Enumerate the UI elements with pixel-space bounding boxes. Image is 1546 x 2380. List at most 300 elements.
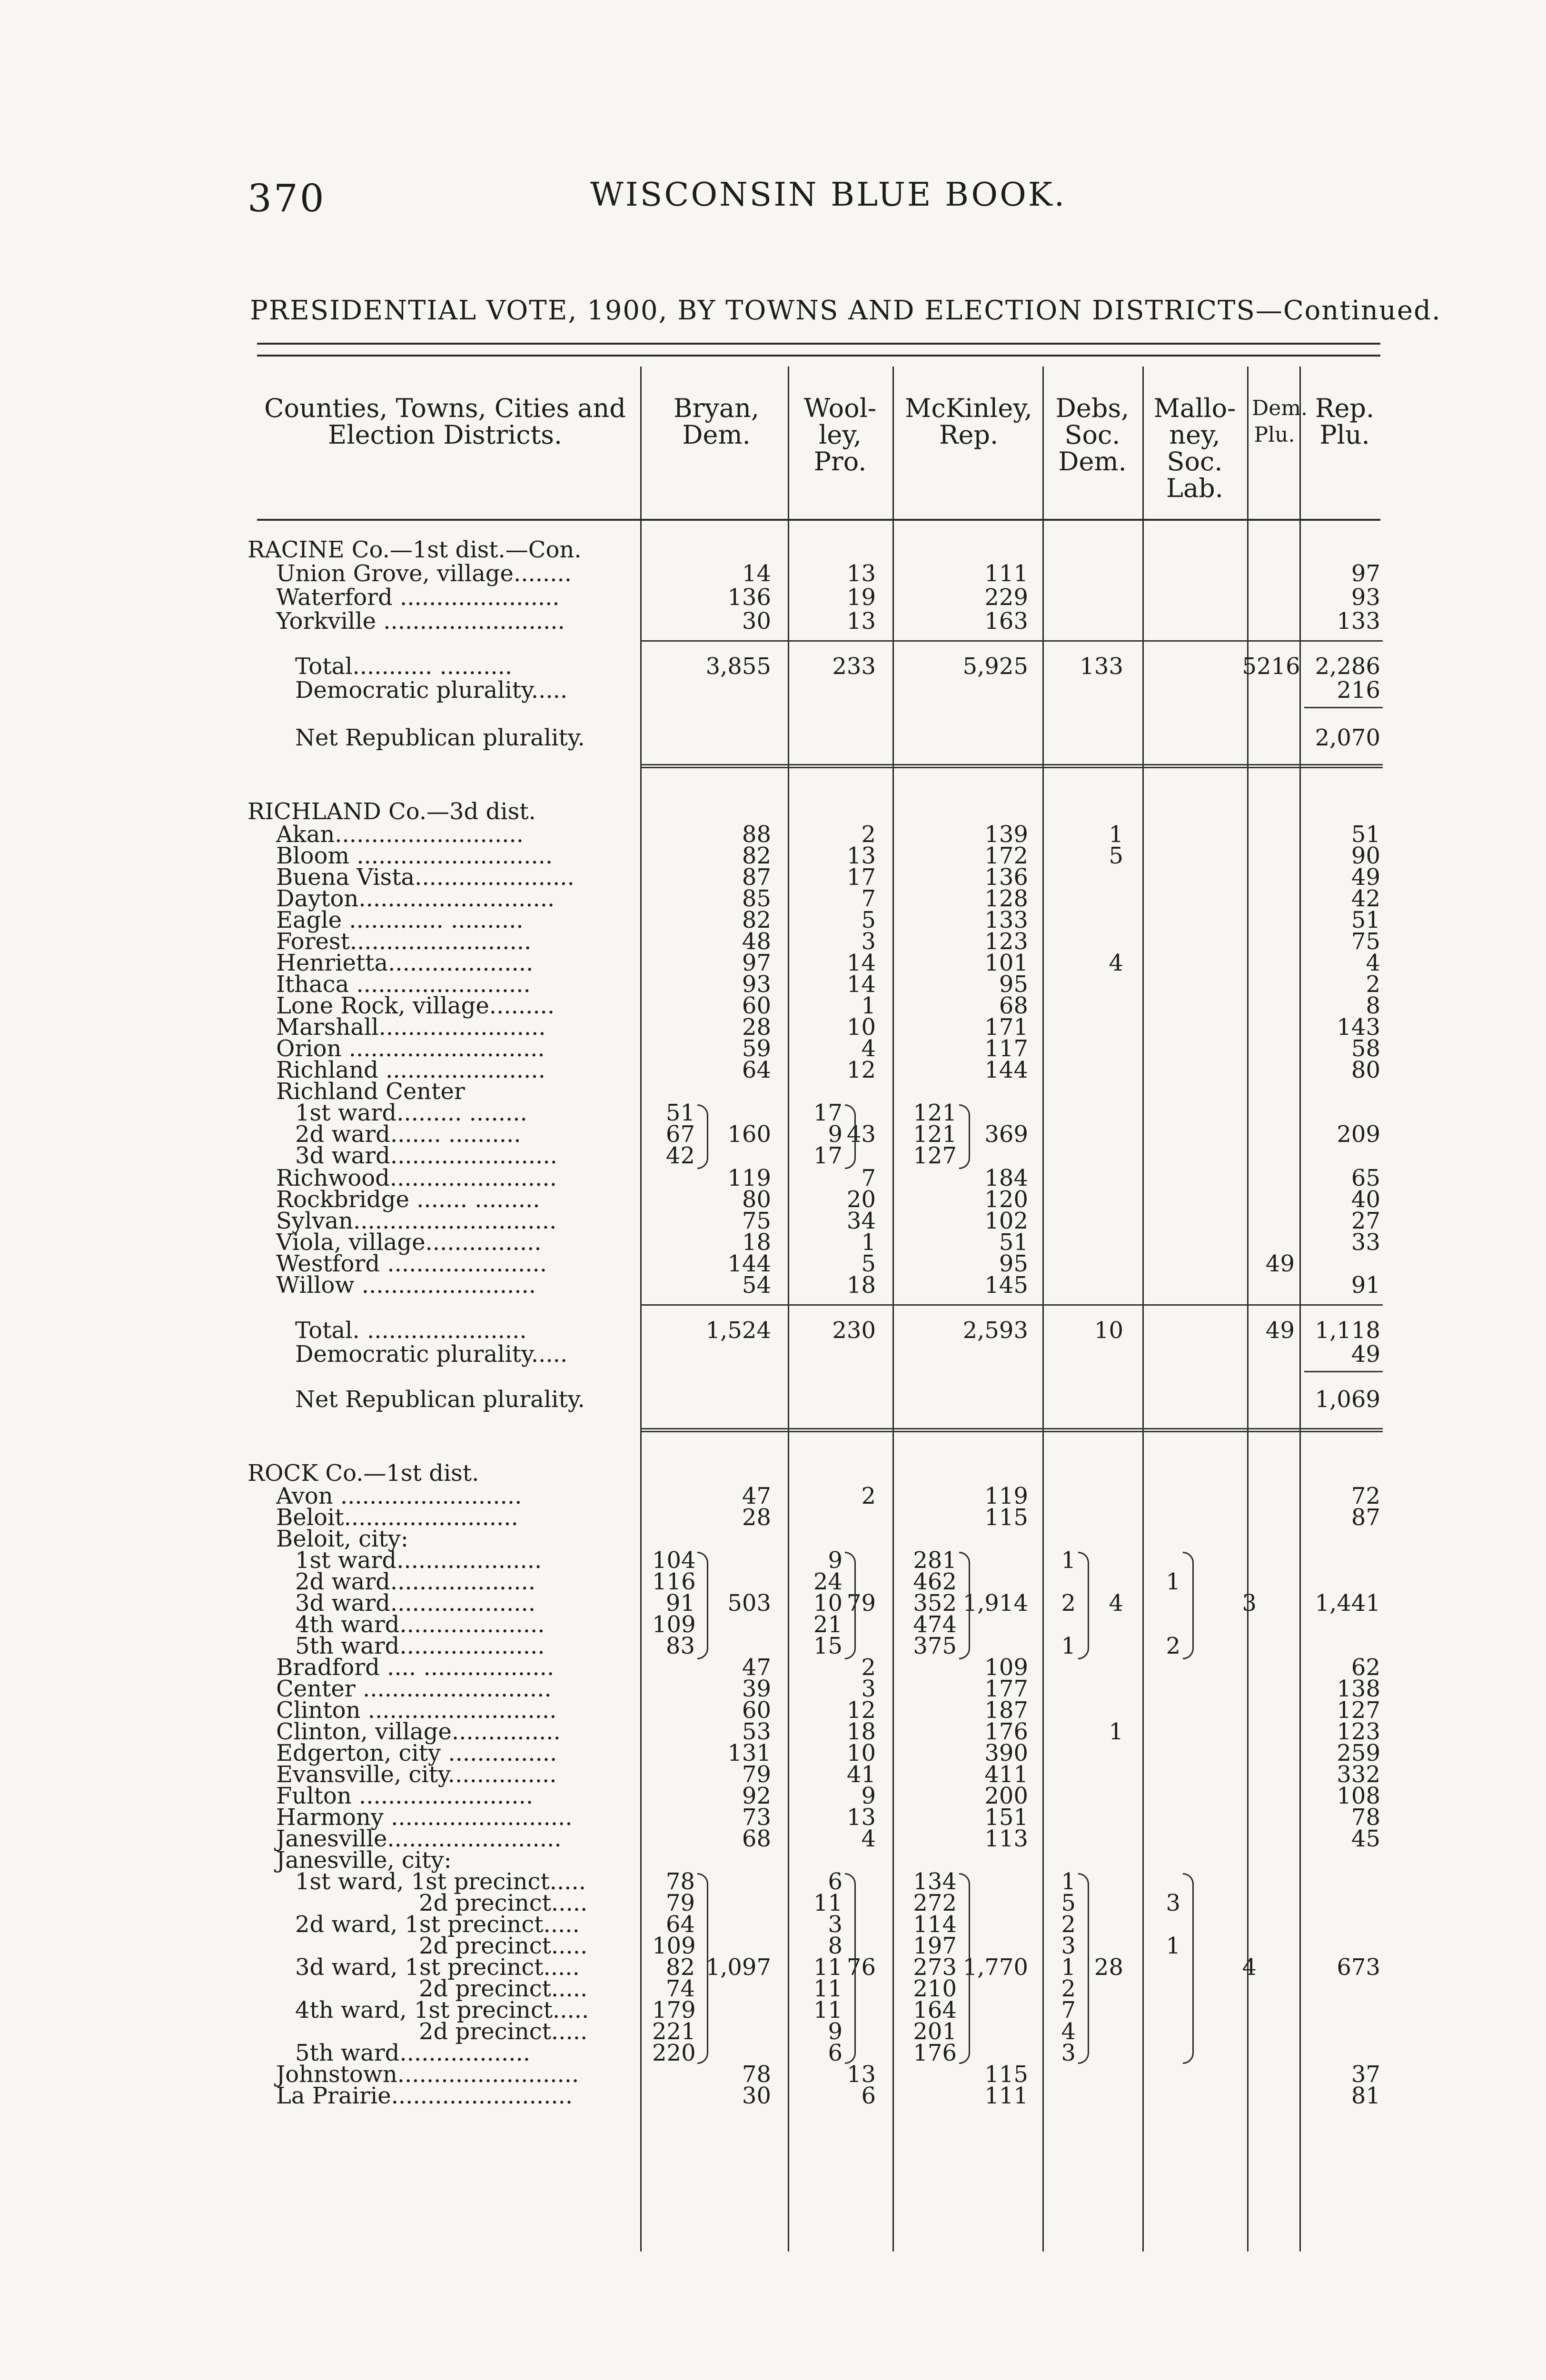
mckinley-group-total: 1,770 xyxy=(962,1954,1028,1981)
district-name: Orion ........................... xyxy=(276,1035,545,1062)
woolley-ward-value: 9 xyxy=(828,1121,842,1148)
top-rule xyxy=(257,343,1380,345)
district-name: Harmony ......................... xyxy=(276,1804,573,1831)
mckinley-precinct-value: 210 xyxy=(913,1975,957,2002)
bryan-group-total: 160 xyxy=(727,1121,771,1148)
mckinley-ward-value: 375 xyxy=(913,1633,957,1659)
woolley-total: 233 xyxy=(832,653,876,680)
bryan-value: 131 xyxy=(727,1740,771,1766)
rep-plu-value: 138 xyxy=(1337,1676,1380,1702)
district-name: Marshall....................... xyxy=(276,1014,546,1041)
bryan-ward-value: 51 xyxy=(665,1100,695,1126)
rep-plu-value: 45 xyxy=(1351,1825,1380,1852)
malloney-ward-value: 1 xyxy=(1166,1568,1180,1595)
col-head-mckinley: McKinley, Rep. xyxy=(905,393,1032,450)
bryan-value: 59 xyxy=(742,1035,771,1062)
total-rule xyxy=(1304,707,1383,708)
debs-value: 1 xyxy=(1109,1718,1123,1745)
mckinley-value: 115 xyxy=(984,2061,1028,2088)
brace xyxy=(1183,1552,1194,1659)
bryan-precinct-value: 78 xyxy=(665,1868,695,1895)
dem-plu-value: 49 xyxy=(1265,1250,1295,1277)
bryan-ward-value: 104 xyxy=(652,1547,696,1574)
rep-plu-value: 2 xyxy=(1366,971,1380,998)
mckinley-value: 136 xyxy=(984,864,1028,891)
woolley-ward-value: 9 xyxy=(828,1547,842,1574)
table-row xyxy=(0,1058,1546,1082)
woolley-value: 4 xyxy=(861,1035,876,1062)
table-row xyxy=(0,994,1546,1018)
bryan-value: 93 xyxy=(742,971,771,998)
ward-name: 3d ward....................... xyxy=(295,1142,557,1169)
district-name: Akan.......................... xyxy=(276,821,524,848)
mckinley-value: 111 xyxy=(984,2082,1028,2109)
city-heading-row xyxy=(0,1848,1546,1872)
mckinley-value: 411 xyxy=(984,1761,1028,1788)
mckinley-value: 95 xyxy=(999,1250,1028,1277)
woolley-precinct-value: 8 xyxy=(828,1933,842,1959)
ward-name: 3d ward.................... xyxy=(295,1590,536,1616)
rep-plu-value: 49 xyxy=(1351,864,1380,891)
brace xyxy=(1078,1552,1089,1659)
bryan-value: 78 xyxy=(742,2061,771,2088)
ward-row xyxy=(0,1591,1546,1615)
ward-row xyxy=(0,1122,1546,1146)
table-row xyxy=(0,1656,1546,1679)
brace xyxy=(959,1552,970,1659)
bryan-precinct-value: 79 xyxy=(665,1890,695,1916)
bryan-ward-value: 67 xyxy=(665,1121,695,1148)
table-row xyxy=(0,1252,1546,1276)
bryan-precinct-value: 74 xyxy=(665,1975,695,2002)
col-head-bryan: Bryan, Dem. xyxy=(673,393,760,450)
mckinley-value: 176 xyxy=(984,1718,1028,1745)
top-rule-2 xyxy=(257,355,1380,357)
mckinley-value: 109 xyxy=(984,1654,1028,1681)
rep-plu-value: 51 xyxy=(1351,907,1380,933)
bryan-precinct-value: 220 xyxy=(652,2040,696,2066)
bryan-value: 82 xyxy=(742,843,771,869)
mckinley-ward-value: 127 xyxy=(913,1142,957,1169)
rep-plu-value: 91 xyxy=(1351,1272,1380,1299)
ward-name: 5th ward.................... xyxy=(295,1633,545,1659)
district-name: Clinton, village............... xyxy=(276,1718,561,1745)
mckinley-value: 128 xyxy=(984,885,1028,912)
brace xyxy=(959,1873,970,2064)
bryan-value: 18 xyxy=(742,1229,771,1256)
rep-plu-value: 40 xyxy=(1351,1186,1380,1213)
ward-row xyxy=(0,1548,1546,1572)
rep-plu-value: 75 xyxy=(1351,928,1380,955)
rep-plu-value: 93 xyxy=(1351,584,1380,611)
district-name: Richland ...................... xyxy=(276,1057,545,1083)
bryan-value: 53 xyxy=(742,1718,771,1745)
city-heading: Janesville, city: xyxy=(276,1847,452,1874)
bryan-value: 47 xyxy=(742,1654,771,1681)
precinct-row xyxy=(0,1998,1546,2022)
bryan-group-total: 503 xyxy=(727,1590,771,1616)
table-row xyxy=(0,865,1546,889)
woolley-precinct-value: 11 xyxy=(813,1890,842,1916)
bryan-value: 88 xyxy=(742,821,771,848)
col-head-malloney: Mallo- ney, Soc. Lab. xyxy=(1153,393,1236,503)
rep-plu-value: 51 xyxy=(1351,821,1380,848)
rep-plu-value: 81 xyxy=(1351,2082,1380,2109)
woolley-value: 7 xyxy=(861,885,876,912)
brace xyxy=(697,1873,708,2064)
bryan-value: 119 xyxy=(727,1165,771,1191)
rep-plu-value: 97 xyxy=(1351,560,1380,587)
woolley-value: 10 xyxy=(846,1014,876,1041)
precinct-name: 3d ward, 1st precinct..... xyxy=(295,1954,580,1981)
section-rule xyxy=(640,1428,1383,1432)
woolley-value: 13 xyxy=(846,1804,876,1831)
mckinley-value: 111 xyxy=(984,560,1028,587)
bryan-value: 47 xyxy=(742,1483,771,1509)
woolley-value: 6 xyxy=(861,2082,876,2109)
woolley-value: 10 xyxy=(846,1740,876,1766)
table-row xyxy=(0,844,1546,868)
mckinley-value: 144 xyxy=(984,1057,1028,1083)
woolley-precinct-value: 3 xyxy=(828,1911,842,1938)
rep-plu-value: 108 xyxy=(1337,1783,1380,1809)
table-row xyxy=(0,1805,1546,1829)
dem-plurality-row xyxy=(0,1342,1546,1366)
mckinley-value: 113 xyxy=(984,1825,1028,1852)
rep-plu-value: 1,069 xyxy=(1315,1386,1380,1413)
precinct-name: 2d precinct..... xyxy=(419,1975,588,2002)
table-row xyxy=(0,1784,1546,1808)
district-name: Bloom ........................... xyxy=(276,843,553,869)
total-rule xyxy=(640,1304,1383,1306)
mckinley-precinct-value: 273 xyxy=(913,1954,957,1981)
woolley-value: 1 xyxy=(861,992,876,1019)
woolley-value: 12 xyxy=(846,1697,876,1724)
rep-plu-value: 42 xyxy=(1351,885,1380,912)
district-name: Dayton........................... xyxy=(276,885,555,912)
bryan-value: 39 xyxy=(742,1676,771,1702)
table-row xyxy=(0,2063,1546,2086)
city-heading-row xyxy=(0,1527,1546,1551)
debs-precinct-value: 2 xyxy=(1061,1975,1076,2002)
district-name: La Prairie......................... xyxy=(276,2082,573,2109)
district-name: Avon ......................... xyxy=(276,1483,522,1509)
table-row xyxy=(0,1677,1546,1701)
debs-precinct-value: 1 xyxy=(1061,1954,1076,1981)
woolley-ward-value: 24 xyxy=(813,1568,842,1595)
district-name: Richwood....................... xyxy=(276,1165,557,1191)
woolley-value: 3 xyxy=(861,1676,876,1702)
woolley-ward-value: 10 xyxy=(813,1590,842,1616)
debs-ward-value: 1 xyxy=(1061,1547,1076,1574)
bryan-value: 85 xyxy=(742,885,771,912)
rep-plu-value: 33 xyxy=(1351,1229,1380,1256)
bryan-value: 54 xyxy=(742,1272,771,1299)
woolley-ward-value: 17 xyxy=(813,1142,842,1169)
mckinley-value: 151 xyxy=(984,1804,1028,1831)
mckinley-value: 95 xyxy=(999,971,1028,998)
woolley-precinct-value: 6 xyxy=(828,1868,842,1895)
bryan-precinct-value: 179 xyxy=(652,1997,696,2023)
district-name: Eagle ............. .......... xyxy=(276,907,524,933)
brace xyxy=(1183,1873,1194,2064)
district-name: Forest......................... xyxy=(276,928,532,955)
woolley-value: 14 xyxy=(846,950,876,976)
ward-row xyxy=(0,1634,1546,1658)
col-head-dem-plu: Dem. Plu. xyxy=(1252,396,1308,447)
bryan-precinct-value: 109 xyxy=(652,1933,696,1959)
district-name: Johnstown......................... xyxy=(276,2061,579,2088)
debs-precinct-value: 4 xyxy=(1061,2018,1076,2045)
table-row xyxy=(0,1720,1546,1744)
ward-name: 2d ward.................... xyxy=(295,1568,536,1595)
mckinley-precinct-value: 164 xyxy=(913,1997,957,2023)
precinct-name: 2d precinct..... xyxy=(419,1890,588,1916)
debs-precinct-value: 3 xyxy=(1061,2040,1076,2066)
mckinley-value: 390 xyxy=(984,1740,1028,1766)
district-name: Waterford ...................... xyxy=(276,584,560,611)
rep-plu-value: 27 xyxy=(1351,1208,1380,1234)
mckinley-value: 115 xyxy=(984,1504,1028,1531)
table-row xyxy=(0,1015,1546,1039)
total-row xyxy=(0,654,1546,678)
bryan-value: 144 xyxy=(727,1250,771,1277)
table-row xyxy=(0,930,1546,953)
district-name: Edgerton, city ............... xyxy=(276,1740,557,1766)
table-row xyxy=(0,1741,1546,1765)
table-row xyxy=(0,972,1546,996)
bryan-total: 1,524 xyxy=(705,1317,771,1344)
woolley-value: 18 xyxy=(846,1718,876,1745)
col-head-rep-plu: Rep. Plu. xyxy=(1315,393,1375,450)
table-row xyxy=(0,1698,1546,1722)
brace xyxy=(697,1552,708,1659)
malloney-precinct-value: 3 xyxy=(1166,1890,1180,1916)
woolley-value: 7 xyxy=(861,1165,876,1191)
rep-plu-value: 62 xyxy=(1351,1654,1380,1681)
debs-ward-value: 1 xyxy=(1061,1633,1076,1659)
precinct-name: 2d ward, 1st precinct..... xyxy=(295,1911,580,1938)
debs-value: 4 xyxy=(1109,950,1123,976)
woolley-value: 4 xyxy=(861,1825,876,1852)
mckinley-value: 172 xyxy=(984,843,1028,869)
district-name: Willow ........................ xyxy=(276,1272,536,1299)
bryan-value: 92 xyxy=(742,1783,771,1809)
rep-plu-value: 143 xyxy=(1337,1014,1380,1041)
rep-plu-value: 1,441 xyxy=(1315,1590,1380,1616)
woolley-value: 1 xyxy=(861,1229,876,1256)
mckinley-group-total: 369 xyxy=(984,1121,1028,1148)
woolley-group-total: 76 xyxy=(846,1954,876,1981)
district-name: Buena Vista...................... xyxy=(276,864,575,891)
rep-plu-value: 78 xyxy=(1351,1804,1380,1831)
running-title: WISCONSIN BLUE BOOK. xyxy=(590,176,1067,214)
table-row xyxy=(0,1827,1546,1851)
precinct-row xyxy=(0,1955,1546,1979)
woolley-value: 13 xyxy=(846,843,876,869)
woolley-group-total: 79 xyxy=(846,1590,876,1616)
woolley-ward-value: 21 xyxy=(813,1611,842,1638)
ward-name: 2d ward....... .......... xyxy=(295,1121,521,1148)
rep-plu-total: 2,286 xyxy=(1315,653,1380,680)
mckinley-value: 177 xyxy=(984,1676,1028,1702)
table-row xyxy=(0,562,1546,585)
woolley-value: 17 xyxy=(846,864,876,891)
mckinley-value: 139 xyxy=(984,821,1028,848)
mckinley-precinct-value: 114 xyxy=(913,1911,957,1938)
bryan-value: 28 xyxy=(742,1014,771,1041)
net-plurality-row xyxy=(0,726,1546,750)
dem-plurality-row xyxy=(0,678,1546,702)
mckinley-value: 51 xyxy=(999,1229,1028,1256)
mckinley-total: 5,925 xyxy=(962,653,1028,680)
brace xyxy=(845,1873,856,2064)
woolley-value: 13 xyxy=(846,2061,876,2088)
debs-total: 133 xyxy=(1080,653,1123,680)
bryan-value: 136 xyxy=(727,584,771,611)
header-rule xyxy=(257,519,1380,521)
rep-plu-total: 1,118 xyxy=(1315,1317,1380,1344)
table-row xyxy=(0,585,1546,609)
debs-value: 5 xyxy=(1109,843,1123,869)
bryan-ward-value: 91 xyxy=(665,1590,695,1616)
mckinley-precinct-value: 201 xyxy=(913,2018,957,2045)
mckinley-ward-value: 281 xyxy=(913,1547,957,1574)
bryan-ward-value: 109 xyxy=(652,1611,696,1638)
bryan-value: 14 xyxy=(742,560,771,587)
rep-plu-value: 37 xyxy=(1351,2061,1380,2088)
bryan-value: 75 xyxy=(742,1208,771,1234)
rep-plu-value: 87 xyxy=(1351,1504,1380,1531)
district-name: Evansville, city............... xyxy=(276,1761,557,1788)
county-heading-row xyxy=(0,800,1546,823)
rep-plu-value: 127 xyxy=(1337,1697,1380,1724)
total-label: Total. ...................... xyxy=(295,1317,527,1344)
rep-plu-value: 216 xyxy=(1337,677,1380,704)
dem-plu-total: 216 xyxy=(1257,653,1300,680)
bryan-value: 80 xyxy=(742,1186,771,1213)
district-name: Henrietta.................... xyxy=(276,950,534,976)
dem-plurality-label: Democratic plurality..... xyxy=(295,1341,568,1368)
mckinley-value: 101 xyxy=(984,950,1028,976)
debs-precinct-value: 3 xyxy=(1061,1933,1076,1959)
county-heading: RICHLAND Co.—3d dist. xyxy=(248,798,536,825)
woolley-value: 12 xyxy=(846,1057,876,1083)
district-name: Ithaca ........................ xyxy=(276,971,531,998)
bryan-total: 3,855 xyxy=(705,653,771,680)
ward-row xyxy=(0,1570,1546,1594)
rep-plu-value: 332 xyxy=(1337,1761,1380,1788)
woolley-precinct-value: 9 xyxy=(828,2018,842,2045)
debs-precinct-value: 5 xyxy=(1061,1890,1076,1916)
mckinley-ward-value: 121 xyxy=(913,1121,957,1148)
rep-plu-value: 8 xyxy=(1366,992,1380,1019)
bryan-value: 30 xyxy=(742,2082,771,2109)
mckinley-total: 2,593 xyxy=(962,1317,1028,1344)
dem-plurality-label: Democratic plurality..... xyxy=(295,677,568,704)
precinct-name: 2d precinct..... xyxy=(419,1933,588,1959)
woolley-value: 3 xyxy=(861,928,876,955)
mckinley-value: 184 xyxy=(984,1165,1028,1191)
table-row xyxy=(0,2084,1546,2108)
district-name: Janesville........................ xyxy=(276,1825,562,1852)
malloney-group-total: 4 xyxy=(1242,1954,1257,1981)
mckinley-value: 119 xyxy=(984,1483,1028,1509)
ward-name: 1st ward.................... xyxy=(295,1547,542,1574)
precinct-row xyxy=(0,2041,1546,2065)
debs-value: 1 xyxy=(1109,821,1123,848)
table-row xyxy=(0,1484,1546,1508)
net-plurality-row xyxy=(0,1388,1546,1411)
district-name: Westford ...................... xyxy=(276,1250,547,1277)
table-row xyxy=(0,1763,1546,1786)
rep-plu-value: 259 xyxy=(1337,1740,1380,1766)
county-heading-row xyxy=(0,538,1546,562)
mckinley-value: 145 xyxy=(984,1272,1028,1299)
debs-group-total: 28 xyxy=(1094,1954,1123,1981)
bryan-ward-value: 116 xyxy=(652,1568,696,1595)
debs-precinct-value: 1 xyxy=(1061,1868,1076,1895)
bryan-precinct-value: 82 xyxy=(665,1954,695,1981)
mckinley-value: 102 xyxy=(984,1208,1028,1234)
city-heading-row xyxy=(0,1080,1546,1103)
net-plurality-label: Net Republican plurality. xyxy=(295,724,585,751)
district-name: Beloit........................ xyxy=(276,1504,518,1531)
rep-plu-value: 209 xyxy=(1337,1121,1380,1148)
bryan-value: 79 xyxy=(742,1761,771,1788)
rep-plu-value: 90 xyxy=(1351,843,1380,869)
mckinley-precinct-value: 197 xyxy=(913,1933,957,1959)
precinct-row xyxy=(0,1913,1546,1936)
ward-name: 1st ward......... ........ xyxy=(295,1100,527,1126)
woolley-value: 19 xyxy=(846,584,876,611)
precinct-name: 1st ward, 1st precinct..... xyxy=(295,1868,586,1895)
rep-plu-value: 4 xyxy=(1366,950,1380,976)
bryan-value: 30 xyxy=(742,608,771,635)
mckinley-value: 171 xyxy=(984,1014,1028,1041)
total-rule xyxy=(640,640,1383,642)
mckinley-ward-value: 462 xyxy=(913,1568,957,1595)
page-header xyxy=(248,176,1390,233)
table-row xyxy=(0,823,1546,846)
city-heading: Richland Center xyxy=(276,1078,465,1105)
rep-plu-value: 123 xyxy=(1337,1718,1380,1745)
rep-plu-value: 2,070 xyxy=(1315,724,1380,751)
brace xyxy=(1078,1873,1089,2064)
woolley-precinct-value: 11 xyxy=(813,1997,842,2023)
mckinley-precinct-value: 134 xyxy=(913,1868,957,1895)
malloney-total: 5 xyxy=(1242,653,1257,680)
district-name: Viola, village................ xyxy=(276,1229,542,1256)
district-name: Lone Rock, village......... xyxy=(276,992,555,1019)
woolley-value: 2 xyxy=(861,821,876,848)
mckinley-value: 163 xyxy=(984,608,1028,635)
brace xyxy=(959,1104,970,1169)
woolley-ward-value: 17 xyxy=(813,1100,842,1126)
precinct-row xyxy=(0,1870,1546,1894)
table-row xyxy=(0,1037,1546,1061)
district-name: Sylvan............................ xyxy=(276,1208,557,1234)
bryan-value: 28 xyxy=(742,1504,771,1531)
rep-plu-value: 133 xyxy=(1337,608,1380,635)
mckinley-value: 120 xyxy=(984,1186,1028,1213)
woolley-ward-value: 15 xyxy=(813,1633,842,1659)
total-label: Total........... .......... xyxy=(295,653,513,680)
woolley-value: 34 xyxy=(846,1208,876,1234)
table-row xyxy=(0,951,1546,975)
bryan-value: 87 xyxy=(742,864,771,891)
rep-plu-value: 673 xyxy=(1337,1954,1380,1981)
